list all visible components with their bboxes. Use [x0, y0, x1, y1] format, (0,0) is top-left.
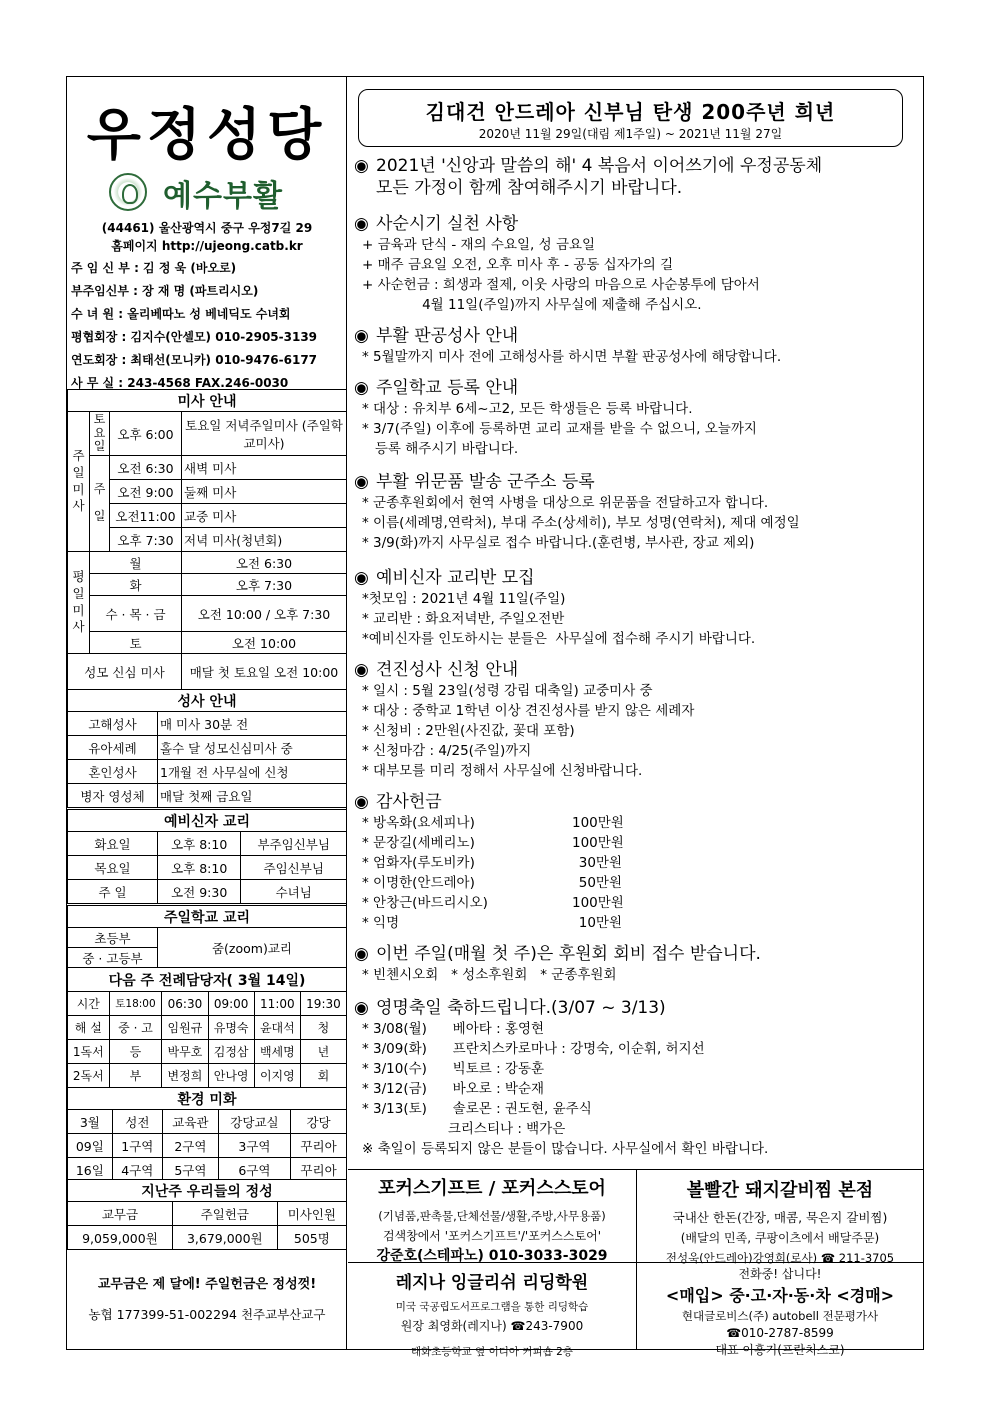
dues-line-1: * 빈첸시오회 * 성소후원회 * 군종후원회 — [362, 967, 617, 983]
weekday-mass-label: 평 일 미 사 — [68, 552, 90, 654]
ad2-line-2: (배달의 민족, 쿠팡이츠에서 배달주문) — [680, 1231, 880, 1245]
bullet-icon: ◉ — [354, 156, 369, 176]
section-title: 주일학교 등록 안내 — [376, 378, 519, 398]
confession-line-1: * 5월말까지 미사 전에 고해성사를 하시면 부활 판공성사에 해당합니다. — [362, 349, 782, 365]
ad-restaurant — [637, 1176, 923, 1266]
sun-time-1: 오전 6:30 — [110, 456, 182, 480]
lit-h-0: 시간 — [68, 992, 110, 1016]
lit-r1-3: 유명숙 — [208, 1016, 254, 1040]
marian-time: 매달 첫 토요일 오전 10:00 — [182, 654, 347, 690]
ss-row-1: 초등부 — [68, 928, 158, 948]
bullet-icon: ◉ — [354, 326, 369, 346]
wd-day-2: 화 — [90, 574, 182, 596]
cat-who-2: 주임신부님 — [241, 856, 347, 880]
lit-r1-4: 윤대석 — [254, 1016, 300, 1040]
sac-desc-3: 1개월 전 사무실에 신청 — [158, 760, 347, 784]
address: (44461) 울산광역시 중구 우정7길 29 — [101, 221, 313, 235]
env-r1-3: 3구역 — [218, 1134, 290, 1158]
sun-time-2: 오전 9:00 — [110, 480, 182, 504]
thanks-item — [354, 893, 919, 913]
offerings-table — [67, 1179, 347, 1250]
ad1-title: 포커스기프트 / 포커스스토어 — [378, 1178, 606, 1199]
ad4-line-0: 전화중! 삽니다! — [738, 1267, 822, 1281]
cat-time-1: 오후 8:10 — [158, 832, 241, 856]
section-title: 예비신자 교리반 모집 — [376, 568, 535, 588]
section-easter-confession — [354, 325, 919, 367]
sunday-label: 주 일 — [90, 456, 110, 552]
staff-office: 사 무 실 : 243-4568 FAX.246-0030 — [71, 376, 289, 390]
cat-day-2: 목요일 — [68, 856, 158, 880]
thanks-amount: 100만원 — [572, 835, 624, 851]
section-title: 감사헌금 — [376, 792, 442, 812]
lit-r2-3: 김정삼 — [208, 1040, 254, 1064]
ad3-line-1: 미국 국공립도서프로그램을 통한 리딩학습 — [395, 1301, 589, 1313]
thanks-item — [354, 813, 919, 833]
parish-seal-icon — [109, 173, 147, 211]
lit-r3-1: 부 — [109, 1064, 162, 1088]
homepage — [67, 237, 347, 254]
section-title: 이번 주일(매월 첫 주)은 후원회 회비 접수 받습니다. — [376, 944, 761, 964]
ad4-line-1: 현대글로비스(주) autobell 전문평가사 — [681, 1309, 879, 1323]
env-h-3: 강당교실 — [218, 1110, 290, 1134]
catechumen-line-3: *예비신자를 인도하시는 분들은 사무실에 접수해 주시기 바랍니다. — [362, 631, 756, 647]
environment-title: 환경 미화 — [68, 1088, 347, 1110]
lit-r2-0: 1독서 — [68, 1040, 110, 1064]
sacraments-title: 성사 안내 — [68, 690, 347, 712]
staff-council: 평협회장 : 김지수(안셀모) 010-2905-3139 — [71, 330, 318, 344]
thanks-item — [354, 873, 919, 893]
wd-day-1: 월 — [90, 552, 182, 574]
sat-desc: 토요일 저녁주일미사 (주일학교미사) — [182, 412, 347, 456]
cat-time-3: 오전 9:30 — [158, 880, 241, 904]
parish-name: 우정성당 — [86, 102, 328, 168]
wd-day-4: 토 — [90, 632, 182, 654]
section-lent — [354, 213, 919, 315]
section-title: 부활 판공성사 안내 — [376, 326, 519, 346]
env-h-2: 교육관 — [162, 1110, 218, 1134]
ad4-line-3: 대표 이홍기(프란치스코) — [715, 1343, 845, 1357]
lit-h-4: 11:00 — [254, 992, 300, 1016]
bullet-icon: ◉ — [354, 378, 369, 398]
section-thanks — [354, 791, 919, 933]
right-column — [348, 77, 923, 1349]
banner-title: 김대건 안드레아 신부님 탄생 200주년 희년 — [425, 100, 836, 124]
env-h-4: 강당 — [291, 1110, 347, 1134]
env-r2-3: 6구역 — [218, 1158, 290, 1182]
lit-h-5: 19:30 — [300, 992, 346, 1016]
theme-word: 예수부활 — [163, 179, 283, 214]
sunday-school-table — [67, 905, 347, 968]
feast-line-2: * 3/09(화) 프란치스카로마나 : 강명숙, 이순휘, 허지선 — [362, 1041, 705, 1057]
confirmation-line-4: * 신청마감 : 4/25(주일)까지 — [362, 743, 532, 759]
ad4-line-2: ☎010-2787-8599 — [726, 1326, 834, 1340]
bullet-icon: ◉ — [354, 944, 369, 964]
staff-assistant: 부주임신부 : 장 재 명 (파트리시오) — [71, 284, 259, 298]
sun-time-4: 오후 7:30 — [110, 528, 182, 552]
confirmation-line-2: * 대상 : 중학교 1학년 이상 견진성사를 받지 않은 세례자 — [362, 703, 695, 719]
off-h-2: 미사인원 — [277, 1202, 346, 1226]
feast-line-5: * 3/13(토) 솔로몬 : 권도현, 윤주식 — [362, 1101, 592, 1117]
thanks-name: * 이명한(안드레아) — [362, 875, 475, 891]
lit-r1-2: 임원규 — [162, 1016, 208, 1040]
section-title: 영명축일 축하드립니다.(3/07 ~ 3/13) — [376, 998, 666, 1018]
military-line-1: * 군종후원회에서 현역 사병을 대상으로 위문품을 전달하고자 합니다. — [362, 495, 769, 511]
thanks-amount: 50만원 — [578, 875, 622, 891]
homepage-label: 홈페이지 — [111, 239, 158, 253]
ss-desc: 줌(zoom)교리 — [158, 928, 347, 968]
ad2-line-1: 국내산 한돈(간장, 매콤, 묵은지 갈비찜) — [672, 1210, 888, 1225]
section-school-registration — [354, 377, 919, 459]
lit-r3-2: 변정희 — [162, 1064, 208, 1088]
sun-desc-3: 교중 미사 — [182, 504, 347, 528]
lit-r3-4: 이지영 — [254, 1064, 300, 1088]
catechumen-line-1: *첫모임 : 2021년 4월 11일(주일) — [362, 591, 566, 607]
section-catechumen-class — [354, 567, 919, 649]
sun-desc-1: 새벽 미사 — [182, 456, 347, 480]
lit-r3-0: 2독서 — [68, 1064, 110, 1088]
lead-notice — [354, 155, 919, 199]
wd-day-3: 수 · 목 · 금 — [90, 596, 182, 632]
lent-line-4: 4월 11일(주일)까지 사무실에 제출해 주십시오. — [362, 297, 702, 313]
wd-time-3: 오전 10:00 / 오후 7:30 — [182, 596, 347, 632]
env-r1-4: 꾸리아 — [291, 1134, 347, 1158]
thanks-amount: 10만원 — [578, 915, 622, 931]
school-line-3: 등록 해주시기 바랍니다. — [362, 441, 519, 457]
cat-who-1: 부주임신부님 — [241, 832, 347, 856]
saturday-label: 토 요 일 — [90, 412, 110, 456]
section-title: 부활 위문품 발송 군주소 등록 — [376, 472, 595, 492]
sac-name-3: 혼인성사 — [68, 760, 158, 784]
env-r1-1: 1구역 — [112, 1134, 162, 1158]
bank-account: 농협 177399-51-002294 천주교부산교구 — [88, 1307, 326, 1322]
lit-r1-1: 중 · 고 — [109, 1016, 162, 1040]
ad-used-cars — [637, 1265, 923, 1358]
lead-line-1: 2021년 '신앙과 말씀의 해' 4 복음서 이어쓰기에 우정공동체 — [376, 156, 823, 176]
staff-prayer: 연도회장 : 최태선(모니카) 010-9476-6177 — [71, 353, 318, 367]
lead-line-2: 모든 가정이 함께 참여해주시기 바랍니다. — [376, 178, 683, 198]
school-line-1: * 대상 : 유치부 6세~고2, 모든 학생들은 등록 바랍니다. — [362, 401, 693, 417]
sac-name-1: 고해성사 — [68, 712, 158, 736]
lent-line-2: + 매주 금요일 오전, 오후 미사 후 - 공동 십자가의 길 — [362, 257, 674, 273]
confirmation-line-3: * 신청비 : 2만원(사진값, 꽃대 포함) — [362, 723, 575, 739]
liturgy-title: 다음 주 전례담당자( 3월 14일) — [68, 968, 347, 992]
ad2-title: 볼빨간 돼지갈비찜 본점 — [686, 1180, 874, 1201]
bulletin-frame — [66, 76, 924, 1358]
bullet-icon: ◉ — [354, 998, 369, 1018]
section-title: 사순시기 실천 사항 — [376, 214, 519, 234]
confirmation-line-1: * 일시 : 5월 23일(성령 강림 대축일) 교중미사 중 — [362, 683, 653, 699]
thanks-item — [354, 853, 919, 873]
school-line-2: * 3/7(주일) 이후에 등록하면 교리 교재를 받을 수 없으니, 오늘까지 — [362, 421, 757, 437]
env-r2-2: 5구역 — [162, 1158, 218, 1182]
ad-english-academy — [348, 1268, 636, 1359]
jubilee-banner — [358, 89, 903, 147]
ads-area — [348, 1169, 923, 1358]
thanks-name: * 익명 — [362, 915, 400, 931]
cat-day-3: 주 일 — [68, 880, 158, 904]
banner-subtitle: 2020년 11월 29일(대림 제1주일) ~ 2021년 11월 27일 — [478, 127, 783, 141]
catechumen-line-2: * 교리반 : 화요저녁반, 주일오전반 — [362, 611, 565, 627]
bullet-icon: ◉ — [354, 792, 369, 812]
lit-r2-2: 박무호 — [162, 1040, 208, 1064]
off-h-1: 주일헌금 — [172, 1202, 277, 1226]
sac-name-2: 유아세례 — [68, 736, 158, 760]
homepage-link[interactable]: http://ujeong.catb.kr — [161, 239, 303, 253]
env-r1-0: 09일 — [68, 1134, 113, 1158]
env-h-0: 3월 — [68, 1110, 113, 1134]
env-r2-1: 4구역 — [112, 1158, 162, 1182]
section-confirmation — [354, 659, 919, 781]
catechumen-table — [67, 809, 347, 904]
cat-day-1: 화요일 — [68, 832, 158, 856]
lent-line-1: + 금육과 단식 - 재의 수요일, 성 금요일 — [362, 237, 596, 253]
lit-r2-1: 등 — [109, 1040, 162, 1064]
lit-r3-5: 회 — [300, 1064, 346, 1088]
sac-desc-1: 매 미사 30분 전 — [158, 712, 347, 736]
easter-theme — [103, 169, 313, 215]
lent-line-3: + 사순헌금 : 희생과 절제, 이웃 사랑의 마음으로 사순봉투에 담아서 — [362, 277, 760, 293]
sun-time-3: 오전11:00 — [110, 504, 182, 528]
off-v-0: 9,059,000원 — [68, 1226, 173, 1250]
off-v-1: 3,679,000원 — [172, 1226, 277, 1250]
ad3-title: 레지나 잉글리쉬 리딩학원 — [395, 1273, 589, 1293]
staff-convent: 수 녀 원 : 올리베따노 성 베네딕도 수녀회 — [71, 307, 291, 321]
ad4-title: <매입> 중·고·자·동·차 <경매> — [665, 1286, 895, 1305]
thanks-name: * 엄화자(루도비카) — [362, 855, 475, 871]
environment-table — [67, 1087, 347, 1182]
section-dues — [354, 943, 919, 985]
section-military — [354, 471, 919, 553]
military-line-3: * 3/9(화)까지 사무실로 접수 바랍니다.(훈련병, 부사관, 장교 제외) — [362, 535, 755, 551]
sun-desc-4: 저녁 미사(청년회) — [182, 528, 347, 552]
footer-slogan: 교무금은 제 달에! 주일헌금은 정성껏! — [97, 1277, 317, 1292]
bullet-icon: ◉ — [354, 214, 369, 234]
staff-pastor: 주 임 신 부 : 김 정 욱 (바오로) — [71, 261, 237, 275]
lit-h-2: 06:30 — [162, 992, 208, 1016]
lit-r1-5: 청 — [300, 1016, 346, 1040]
thanks-name: * 문장길(세베리노) — [362, 835, 475, 851]
thanks-name: * 방옥화(요세피나) — [362, 815, 475, 831]
ad1-line-1: (기념품,판촉물,단체선물/생활,주방,사무용품) — [378, 1209, 606, 1223]
wd-time-2: 오후 7:30 — [182, 574, 347, 596]
confirmation-line-5: * 대부모를 미리 정해서 사무실에 신청바랍니다. — [362, 763, 643, 779]
lit-r3-3: 안나영 — [208, 1064, 254, 1088]
ad-focus-gift — [348, 1174, 636, 1265]
env-r1-2: 2구역 — [162, 1134, 218, 1158]
cat-who-3: 수녀님 — [241, 880, 347, 904]
wd-time-1: 오전 6:30 — [182, 552, 347, 574]
wd-time-4: 오전 10:00 — [182, 632, 347, 654]
ss-row-2: 중 · 고등부 — [68, 948, 158, 968]
lit-r1-0: 해 설 — [68, 1016, 110, 1040]
military-line-2: * 이름(세례명,연락처), 부대 주소(상세히), 부모 성명(연락처), 제대 예정일 — [362, 515, 800, 531]
ad1-line-2: 검색창에서 '포커스기프트'/'포커스스토어' — [382, 1229, 602, 1243]
ad2-line-3: 전성욱(안드레아)강영희(로사) ☎ 211-3705 — [665, 1251, 895, 1265]
thanks-amount: 100만원 — [572, 895, 624, 911]
ad1-line-3: 강준호(스테파노) 010-3033-3029 — [376, 1248, 608, 1264]
feast-line-6: 크리스티나 : 백가은 — [362, 1121, 566, 1137]
mass-title: 미사 안내 — [68, 390, 347, 412]
lit-r2-5: 년 — [300, 1040, 346, 1064]
off-v-2: 505명 — [277, 1226, 346, 1250]
thanks-name: * 안창근(바드리시오) — [362, 895, 488, 911]
sun-desc-2: 둘째 미사 — [182, 480, 347, 504]
lit-r2-4: 백세명 — [254, 1040, 300, 1064]
lit-h-3: 09:00 — [208, 992, 254, 1016]
ad3-line-2: 원장 최영화(레지나) ☎243-7900 — [400, 1319, 584, 1333]
marian-label: 성모 신심 미사 — [68, 654, 182, 690]
thanks-item — [354, 833, 919, 853]
feast-line-4: * 3/12(금) 바오로 : 박순재 — [362, 1081, 545, 1097]
feast-line-1: * 3/08(월) 베아타 : 홍영현 — [362, 1021, 545, 1037]
ad3-line-3: 태화초등학교 옆 이디아 커피숍 2층 — [410, 1346, 574, 1358]
catechumen-title: 예비신자 교리 — [68, 810, 347, 832]
sunday-mass-label: 주 일 미 사 — [68, 412, 90, 552]
feast-line-3: * 3/10(수) 빅토르 : 강동훈 — [362, 1061, 545, 1077]
section-title: 견진성사 신청 안내 — [376, 660, 519, 680]
left-column — [67, 77, 347, 1349]
mass-table — [67, 389, 347, 690]
sac-desc-4: 매달 첫째 금요일 — [158, 784, 347, 808]
liturgy-table — [67, 967, 347, 1088]
thanks-item — [354, 913, 919, 933]
section-feast — [354, 997, 919, 1159]
env-r2-4: 꾸리아 — [291, 1158, 347, 1182]
sac-desc-2: 홀수 달 성모신심미사 중 — [158, 736, 347, 760]
sacraments-table — [67, 689, 347, 808]
sac-name-4: 병자 영성체 — [68, 784, 158, 808]
bullet-icon: ◉ — [354, 568, 369, 588]
sunday-school-title: 주일학교 교리 — [68, 906, 347, 928]
env-r2-0: 16일 — [68, 1158, 113, 1182]
thanks-amount: 100만원 — [572, 815, 624, 831]
lit-h-1: 토18:00 — [109, 992, 162, 1016]
env-h-1: 성전 — [112, 1110, 162, 1134]
thanks-amount: 30만원 — [578, 855, 622, 871]
cat-time-2: 오후 8:10 — [158, 856, 241, 880]
off-h-0: 교무금 — [68, 1202, 173, 1226]
bullet-icon: ◉ — [354, 660, 369, 680]
feast-note: ※ 축일이 등록되지 않은 분들이 많습니다. 사무실에서 확인 바랍니다. — [362, 1141, 769, 1157]
offerings-title: 지난주 우리들의 정성 — [68, 1180, 347, 1202]
bullet-icon: ◉ — [354, 472, 369, 492]
sat-time: 오후 6:00 — [110, 412, 182, 456]
